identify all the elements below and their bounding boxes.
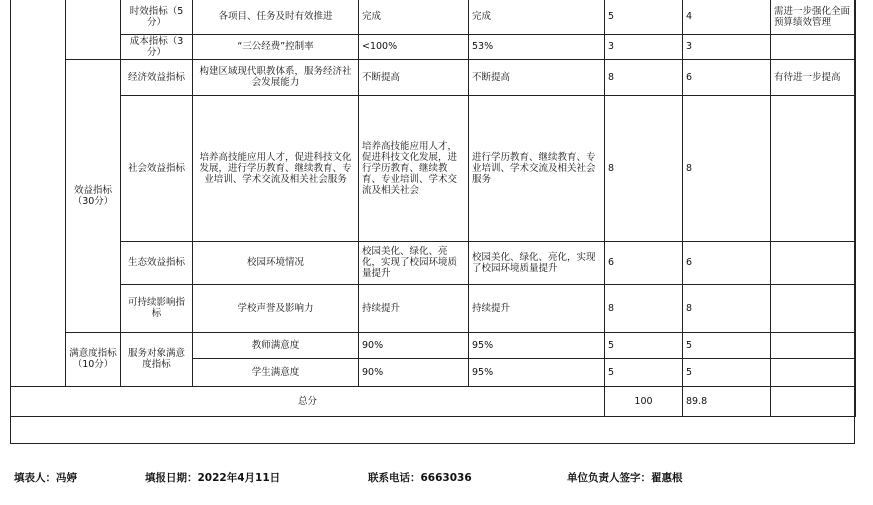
weight-value: 5 — [605, 358, 683, 386]
score-value: 4 — [683, 0, 771, 34]
total-label: 总分 — [11, 386, 605, 416]
filler-field — [14, 470, 77, 485]
phone-label: 联系电话： — [368, 472, 421, 484]
target-value: 校园美化、绿化、亮化，实现了校园环境质量提升 — [359, 241, 469, 284]
blank-cell — [11, 59, 66, 386]
filler-name: 冯婷 — [56, 472, 77, 484]
level3-indicator: 各项目、任务及时有效推进 — [193, 0, 359, 34]
actual-value: 不断提高 — [469, 59, 605, 95]
level3-indicator: “三公经费”控制率 — [193, 34, 359, 59]
table-row — [11, 241, 856, 284]
level2-indicator: 社会效益指标 — [121, 95, 193, 241]
signer-field — [567, 470, 683, 485]
remark: 需进一步强化全面预算绩效管理 — [771, 0, 856, 34]
level2-indicator: 服务对象满意度指标 — [121, 332, 193, 386]
actual-value: 持续提升 — [469, 284, 605, 332]
level3-indicator: 培养高技能应用人才，促进科技文化发展，进行学历教育、继续教育、专业培训、学术交流及相关社会服务 — [193, 95, 359, 241]
total-weight: 100 — [605, 386, 683, 416]
score-value: 5 — [683, 358, 771, 386]
level2-indicator: 成本指标（3分） — [121, 34, 193, 59]
signature-footer — [0, 470, 873, 492]
table-row — [11, 59, 856, 95]
level3-indicator: 学生满意度 — [193, 358, 359, 386]
level2-indicator: 经济效益指标 — [121, 59, 193, 95]
level1-indicator: 效益指标（30分） — [66, 59, 121, 332]
target-value: 不断提高 — [359, 59, 469, 95]
actual-value: 校园美化、绿化、亮化，实现了校园环境质量提升 — [469, 241, 605, 284]
total-score: 89.8 — [683, 386, 771, 416]
table-row — [11, 332, 856, 358]
remark — [771, 358, 856, 386]
score-value: 8 — [683, 95, 771, 241]
total-row — [11, 386, 856, 416]
score-value: 3 — [683, 34, 771, 59]
date-value: 2022年4月11日 — [197, 472, 281, 484]
target-value: 90% — [359, 358, 469, 386]
score-value: 6 — [683, 59, 771, 95]
performance-table — [10, 0, 856, 417]
weight-value: 8 — [605, 95, 683, 241]
level3-indicator: 校园环境情况 — [193, 241, 359, 284]
remark — [771, 34, 856, 59]
remark — [771, 95, 856, 241]
blank-cell — [11, 0, 66, 59]
table-row — [11, 34, 856, 59]
date-field — [145, 470, 280, 485]
table-row — [11, 0, 856, 34]
target-value: 培养高技能应用人才，促进科技文化发展，进行学历教育、继续教育、专业培训、学术交流及相关社会 — [359, 95, 469, 241]
weight-value: 5 — [605, 332, 683, 358]
target-value: 完成 — [359, 0, 469, 34]
remark — [771, 284, 856, 332]
remark — [771, 241, 856, 284]
weight-value: 6 — [605, 241, 683, 284]
weight-value: 3 — [605, 34, 683, 59]
score-value: 8 — [683, 284, 771, 332]
date-label: 填报日期： — [145, 472, 198, 484]
table-row — [11, 284, 856, 332]
remark — [771, 332, 856, 358]
level2-indicator: 时效指标（5分） — [121, 0, 193, 34]
score-value: 6 — [683, 241, 771, 284]
level3-indicator: 教师满意度 — [193, 332, 359, 358]
target-value: 90% — [359, 332, 469, 358]
level2-indicator: 可持续影响指标 — [121, 284, 193, 332]
target-value: <100% — [359, 34, 469, 59]
signer-label: 单位负责人签字： — [567, 472, 651, 484]
level2-indicator: 生态效益指标 — [121, 241, 193, 284]
level3-indicator: 构建区域现代职教体系，服务经济社会发展能力 — [193, 59, 359, 95]
level1-indicator: 满意度指标（10分） — [66, 332, 121, 386]
signer-name: 翟惠根 — [651, 472, 683, 484]
total-remark — [771, 386, 856, 416]
remark: 有待进一步提高 — [771, 59, 856, 95]
weight-value: 8 — [605, 59, 683, 95]
blank-cell — [66, 0, 121, 59]
actual-value: 95% — [469, 332, 605, 358]
level3-indicator: 学校声誉及影响力 — [193, 284, 359, 332]
actual-value: 完成 — [469, 0, 605, 34]
actual-value: 53% — [469, 34, 605, 59]
score-value: 5 — [683, 332, 771, 358]
actual-value: 95% — [469, 358, 605, 386]
target-value: 持续提升 — [359, 284, 469, 332]
actual-value: 进行学历教育、继续教育、专业培训、学术交流及相关社会服务 — [469, 95, 605, 241]
weight-value: 8 — [605, 284, 683, 332]
filler-label: 填表人： — [14, 472, 56, 484]
weight-value: 5 — [605, 0, 683, 34]
phone-field — [368, 470, 472, 485]
phone-value: 6663036 — [420, 472, 472, 484]
table-row — [11, 95, 856, 241]
